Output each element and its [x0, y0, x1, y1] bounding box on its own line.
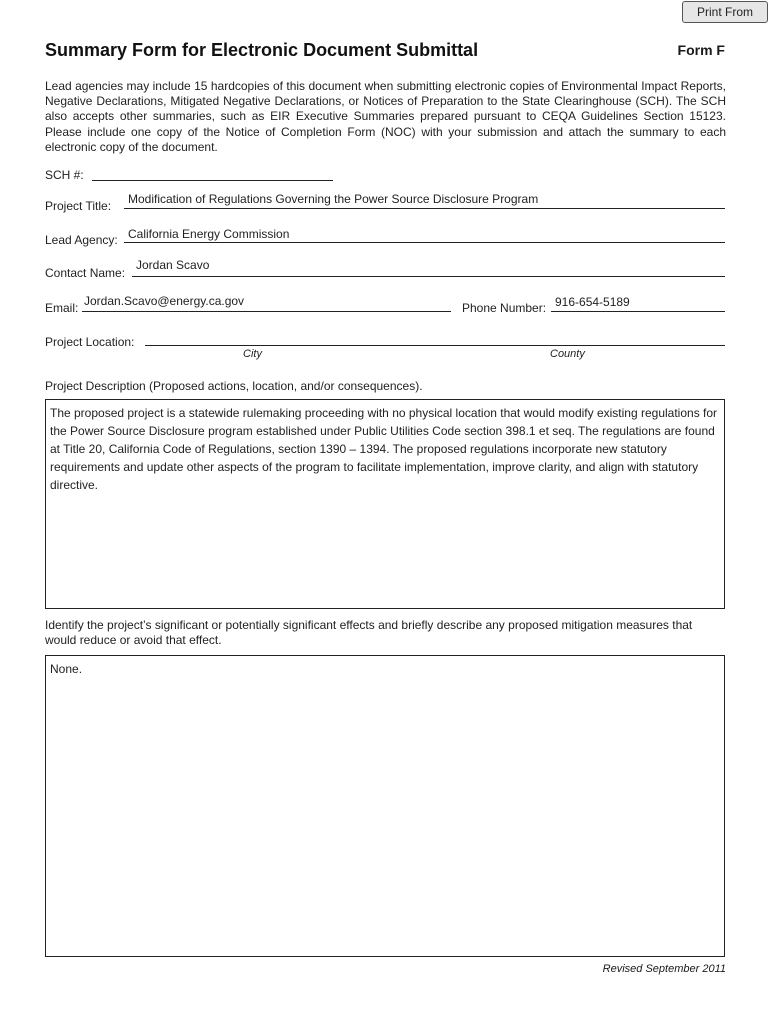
phone-label: Phone Number: [462, 301, 547, 315]
form-title: Summary Form for Electronic Document Submittal [45, 40, 479, 60]
lead-agency-value: California Energy Commission [128, 227, 290, 241]
description-prompt: Project Description (Proposed actions, location, and/or consequences). [45, 379, 423, 393]
contact-name-label: Contact Name: [45, 266, 126, 280]
effects-text: None. [50, 662, 83, 676]
county-sublabel: County [550, 348, 585, 360]
project-title-value: Modification of Regulations Governing the Power Source Disclosure Program [128, 192, 539, 206]
effects-prompt: Identify the project’s significant or potentially significant effects and briefly describe any proposed mitigation measures that would reduce or avoid that effect. [45, 618, 693, 647]
project-title-label: Project Title: [45, 199, 112, 213]
contact-name-field[interactable] [132, 276, 725, 277]
effects-textarea[interactable] [45, 655, 725, 957]
lead-agency-label: Lead Agency: [45, 233, 118, 247]
project-description-text: The proposed project is a statewide rulemaking proceeding with no physical location that would modify existing regulations for the Power Source Disclosure program established under Public Utilities Code section 398.1 et seq. The regulations are found at Title 20, California Code of Regulations, section 1390 – 1394. The proposed regulations incorporate new statutory requirements and update other aspects of the program to facilitate implementation, improve clarity, and align with statutory directive. [50, 406, 718, 492]
print-form-button[interactable]: Print From [682, 1, 768, 23]
email-value: Jordan.Scavo@energy.ca.gov [84, 294, 245, 308]
form-id: Form F [677, 42, 725, 58]
email-field[interactable] [82, 311, 451, 312]
project-title-field[interactable] [124, 208, 725, 209]
email-label: Email: [45, 301, 79, 315]
contact-name-value: Jordan Scavo [136, 258, 210, 272]
lead-agency-field[interactable] [124, 242, 725, 243]
project-location-field[interactable] [145, 345, 725, 346]
phone-field[interactable] [551, 311, 725, 312]
sch-label: SCH #: [45, 168, 84, 182]
project-description-textarea[interactable] [45, 399, 725, 609]
sch-field[interactable] [92, 180, 333, 181]
phone-value: 916-654-5189 [555, 295, 630, 309]
project-location-label: Project Location: [45, 335, 135, 349]
intro-paragraph: Lead agencies may include 15 hardcopies of this document when submitting electronic copies of Environmental Impact Reports, Negative Declarations, Mitigated Negative Declarations, or Notices of Preparation to the State Clearinghouse (SCH). The SCH also accepts other summaries, such as EIR Executive Summaries prepared pursuant to CEQA Guidelines Section 15123. Please include one copy of the Notice of Completion Form (NOC) with your submission and attach the summary to each electronic copy of the document. [45, 79, 726, 154]
revision-note: Revised September 2011 [602, 963, 726, 975]
city-sublabel: City [243, 348, 262, 360]
